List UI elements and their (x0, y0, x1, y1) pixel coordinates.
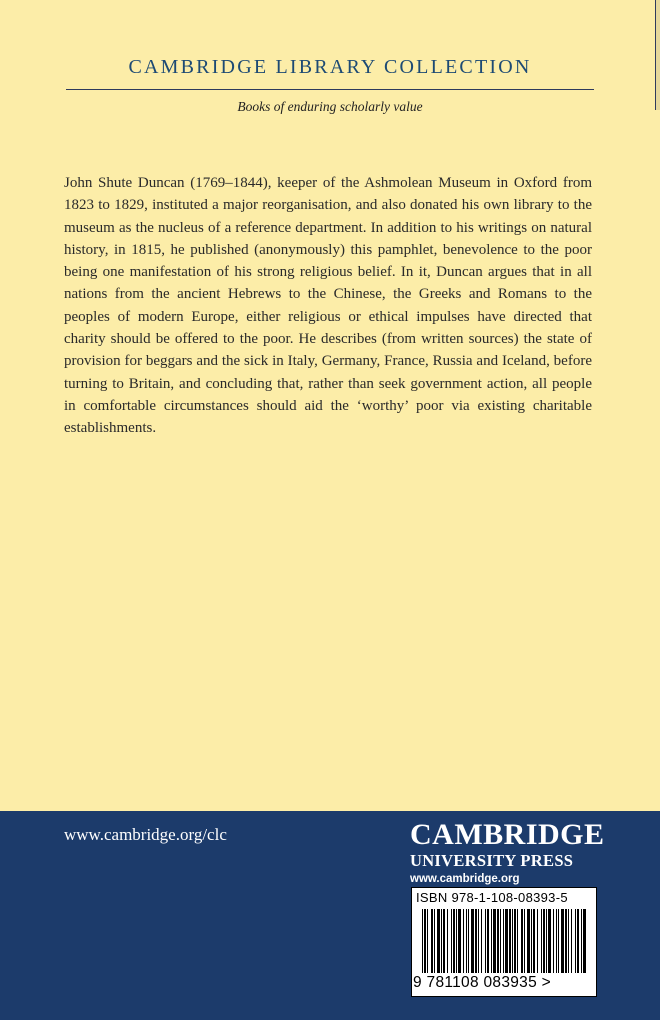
barcode-stripe (434, 909, 435, 973)
barcode-stripe (521, 909, 523, 973)
barcode-stripe (447, 909, 448, 973)
barcode-stripe (577, 909, 579, 973)
barcode-stripe (441, 909, 442, 973)
barcode-stripe (468, 909, 469, 973)
barcode-stripe (537, 909, 538, 973)
barcode-stripe (556, 909, 557, 973)
barcode-stripe (503, 909, 504, 973)
barcode-stripe (451, 909, 452, 973)
barcode-stripe (548, 909, 551, 973)
barcode-stripe (443, 909, 445, 973)
barcode-stripe (541, 909, 542, 973)
book-description: John Shute Duncan (1769–1844), keeper of the Ashmolean Museum in Oxford from 1823 to 1829, instituted a major reorganisation, and also donated his own library to the museum as the nucleus of a reference department. In addition to his writings on natural history, in 1815, he published (anonymously) this pamphlet, benevolence to the poor being one manifestation of his strong religious belief. In it, Duncan argues that in all nations from the ancient Hebrews to the Chinese, the Greeks and Romans to the peoples of modern Europe, either religious or ethical impulses have directed that charity should be offered to the poor. He describes (from written sources) the state of provision for beggars and the sick in Italy, Germany, France, Russia and Iceland, before turning to Britain, and concluding that, rather than seek government action, all people in comfortable circumstances should aid the ‘worthy’ poor via existing charitable establishments. (64, 175, 592, 437)
series-title: CAMBRIDGE LIBRARY COLLECTION (128, 56, 532, 78)
collection-url: www.cambridge.org/clc (64, 825, 227, 844)
barcode-stripe (561, 909, 564, 973)
header-rule (66, 89, 594, 90)
barcode-stripe (505, 909, 508, 973)
publisher-subtitle: UNIVERSITY PRESS (410, 851, 574, 870)
barcode-stripe (571, 909, 572, 973)
barcode-stripe (575, 909, 576, 973)
footer-band (0, 811, 660, 1020)
barcode-stripe (512, 909, 513, 973)
barcode-stripe (471, 909, 474, 973)
barcode-stripe (509, 909, 511, 973)
barcode-stripe (500, 909, 501, 973)
barcode-stripe (456, 909, 457, 973)
series-tagline: Books of enduring scholarly value (237, 99, 423, 114)
barcode-stripe (553, 909, 554, 973)
barcode-stripe (493, 909, 496, 973)
isbn-barcode (411, 887, 597, 997)
barcode-stripe (517, 909, 518, 973)
barcode-stripe (565, 909, 567, 973)
barcode-stripe (427, 909, 428, 973)
barcode-stripe (514, 909, 516, 973)
barcode-stripe (531, 909, 532, 973)
barcode-stripe (437, 909, 440, 973)
barcode-stripe (568, 909, 569, 973)
barcode-stripe (524, 909, 525, 973)
barcode-stripe (485, 909, 486, 973)
barcode-stripe (466, 909, 467, 973)
barcode-stripe (475, 909, 477, 973)
barcode-stripe (481, 909, 482, 973)
barcode-stripe (463, 909, 464, 973)
isbn-label: ISBN 978-1-108-08393-5 (416, 890, 568, 905)
publisher-name: CAMBRIDGE (410, 818, 605, 851)
barcode-stripe (583, 909, 586, 973)
barcode-stripe (546, 909, 547, 973)
barcode-stripe (424, 909, 426, 973)
barcode-digits: 9 781108 083935 > (413, 974, 551, 991)
barcode-stripe (453, 909, 455, 973)
barcode-stripe (497, 909, 499, 973)
barcode-stripe (478, 909, 479, 973)
barcode-stripe (491, 909, 492, 973)
barcode-stripe (533, 909, 535, 973)
barcode-stripe (543, 909, 545, 973)
barcode-stripe (487, 909, 489, 973)
barcode-stripe (422, 909, 423, 973)
spine-edge (655, 0, 660, 110)
barcode-stripe (558, 909, 559, 973)
barcode-stripe (431, 909, 433, 973)
barcode-stripe (458, 909, 461, 973)
barcode-stripe (581, 909, 582, 973)
publisher-logo (410, 818, 605, 887)
barcode-stripe (527, 909, 530, 973)
barcode-bars (420, 909, 590, 973)
publisher-url: www.cambridge.org (410, 873, 520, 885)
